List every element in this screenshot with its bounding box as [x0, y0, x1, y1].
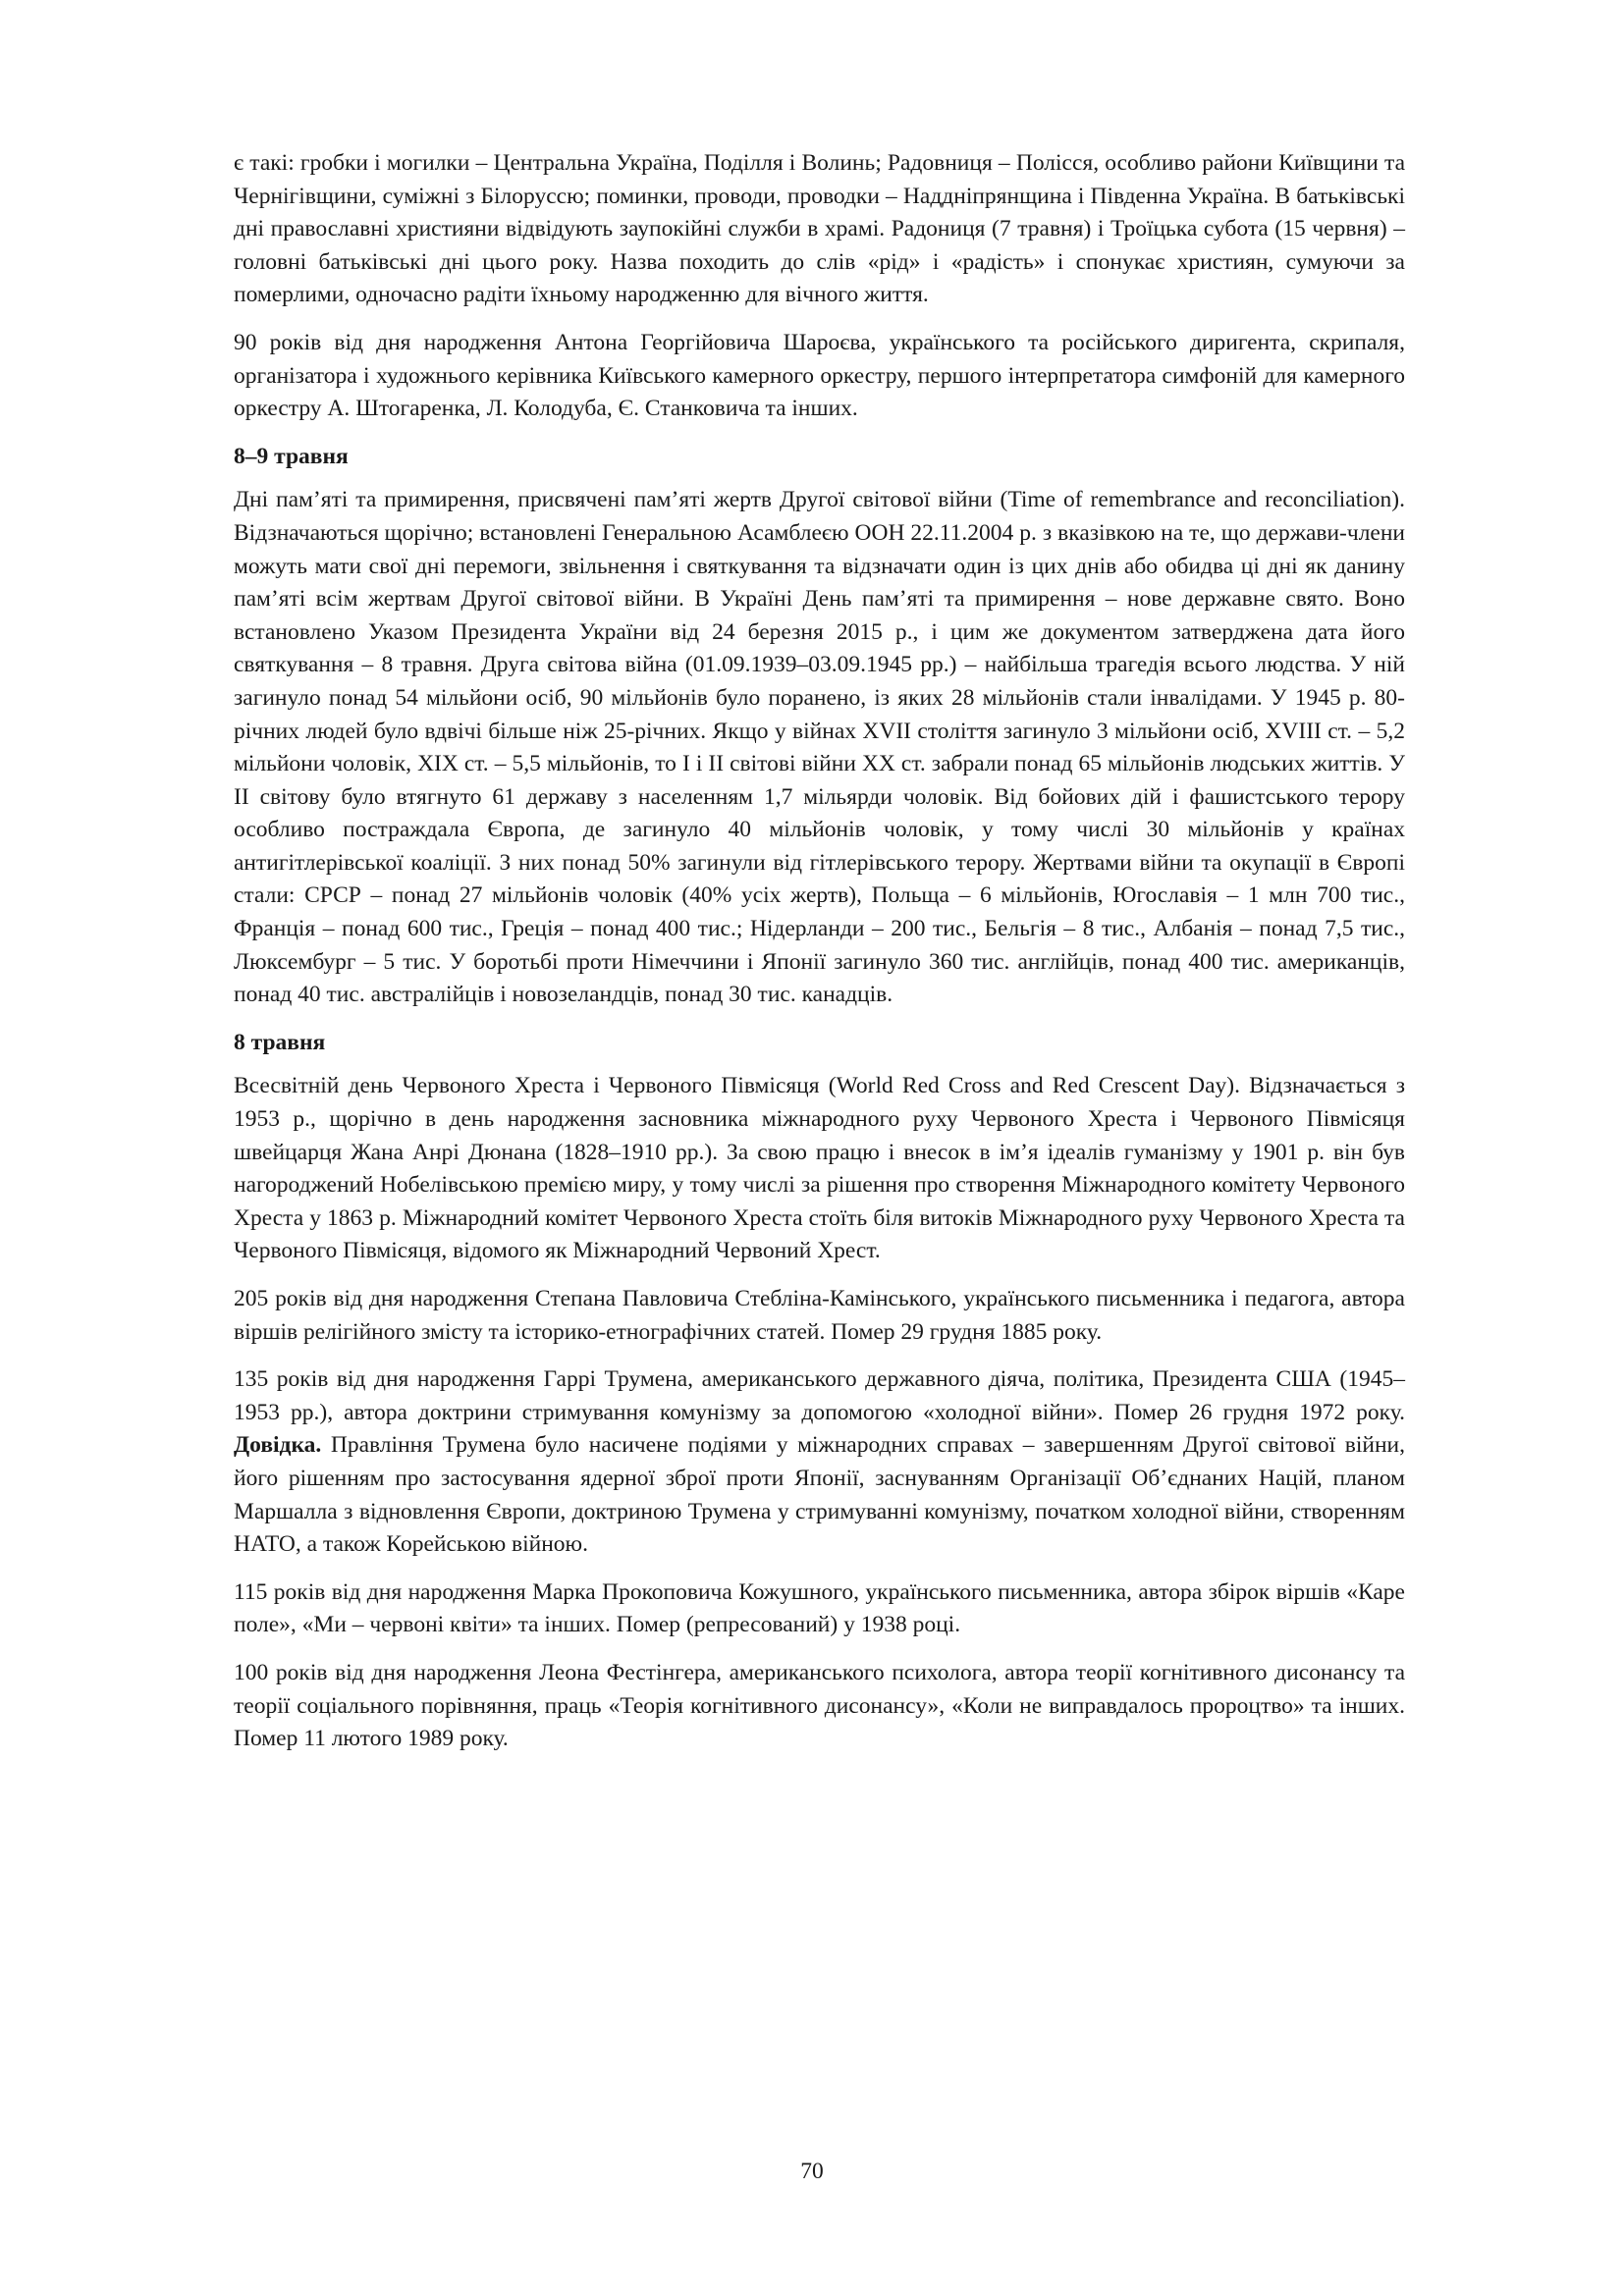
paragraph-festinger: 100 років від дня народження Леона Фестінгера, американського психолога, автора теорії когнітивного дисонансу та теорії соціального порівняння, праць «Теорія когнітивного дисонансу», «Коли не виправдалось пророцтво» та інших. Помер 11 лютого 1989 року. — [234, 1659, 1405, 1752]
paragraph-sharoiev: 90 років від дня народження Антона Георгійовича Шароєва, українського та російського диригента, скрипаля, організатора і художнього керівника Київського камерного оркестру, першого інтерпретатора симфоній для камерного оркестру А. Штогаренка, Л. Колодуба, Є. Станковича та інших. — [234, 329, 1405, 422]
paragraph-steblin-kaminsky: 205 років від дня народження Степана Павловича Стебліна-Камінського, українського письменника і педагога, автора віршів релігійного змісту та історико-етнографічних статей. Помер 29 грудня 1885 року. — [234, 1286, 1405, 1345]
date-heading-8-9-may: 8–9 травня — [234, 443, 349, 469]
paragraph-truman — [234, 1363, 1405, 1562]
document-page — [234, 147, 1405, 1771]
page-number: 70 — [800, 2159, 824, 2184]
date-heading-8-may: 8 травня — [234, 1029, 326, 1055]
truman-note-text: Правління Трумена було насичене подіями у міжнародних справах – завершенням Другої світової війни, його рішенням про застосування ядерної зброї проти Японії, заснуванням Організації Об’єднаних Націй, планом Маршалла з відновлення Європи, доктриною Трумена у стримуванні комунізму, початком холодної війни, створенням НАТО, а також Корейською війною. — [234, 1432, 1405, 1558]
paragraph-red-cross-day: Всесвітній день Червоного Хреста і Червоного Півмісяця (World Red Cross and Red Crescent Day). Відзначається з 1953 р., щорічно в день народження засновника міжнародного руху Червоного Хреста і Червоного Півмісяця швейцарця Жана Анрі Дюнана (1828–1910 рр.). За свою працю і внесок в ім’я ідеалів гуманізму у 1901 р. він був нагороджений Нобелівською премією миру, у тому числі за рішення про створення Міжнародного комітету Червоного Хреста у 1863 р. Міжнародний комітет Червоного Хреста стоїть біля витоків Міжнародного руху Червоного Хреста та Червоного Півмісяця, відомого як Міжнародний Червоний Хрест. — [234, 1073, 1405, 1264]
truman-note-label: Довідка. — [234, 1432, 322, 1459]
truman-main-text: 135 років від дня народження Гаррі Трумена, американського державного діяча, політика, Президента США (1945–1953 рр.), автора доктрини стримування комунізму за допомогою «холодної війни». Помер 26 грудня 1972 року. — [234, 1366, 1405, 1425]
paragraph-remembrance-reconciliation: Дні пам’яті та примирення, присвячені пам’яті жертв Другої світової війни (Time of remembrance and reconciliation). Відзначаються щорічно; встановлені Генеральною Асамблеєю ООН 22.11.2004 р. з вказівкою на те, що держави-члени можуть мати свої дні перемоги, звільнення і святкування та відзначати один із цих днів або обидва ці дні як данину пам’яті всім жертвам Другої світової війни. В Україні День пам’яті та примирення – нове державне свято. Воно встановлено Указом Президента України від 24 березня 2015 р., і цим же документом затверджена дата його святкування – 8 травня. Друга світова війна (01.09.1939–03.09.1945 рр.) – найбільша трагедія всього людства. У ній загинуло понад 54 мільйони осіб, 90 мільйонів було поранено, із яких 28 мільйонів стали інвалідами. У 1945 р. 80-річних людей було вдвічі більше ніж 25-річних. Якщо у війнах XVII століття загинуло 3 мільйони осіб, XVIII ст. – 5,2 мільйони чоловік, XIX ст. – 5,5 мільйонів, то I і II світові війни XX ст. забрали понад 65 мільйонів людських життів. У II світову було втягнуто 61 державу з населенням 1,7 мільярди чоловік. Від бойових дій і фашистського терору особливо постраждала Європа, де загинуло 40 мільйонів чоловік, у тому числі 30 мільйонів у країнах антигітлерівської коаліції. З них понад 50% загинули від гітлерівського терору. Жертвами війни та окупації в Європі стали: СРСР – понад 27 мільйонів чоловік (40% усіх жертв), Польща – 6 мільйонів, Югославія – 1 млн 700 тис., Франція – понад 600 тис., Греція – понад 400 тис.; Нідерланди – 200 тис., Бельгія – 8 тис., Албанія – понад 7,5 тис., Люксембург – 5 тис. У боротьбі проти Німеччини і Японії загинуло 360 тис. англійців, понад 400 тис. американців, понад 40 тис. австралійців і новозеландців, понад 30 тис. канадців. — [234, 487, 1405, 1008]
paragraph-memorial-days: є такі: гробки і могилки – Центральна Україна, Поділля і Волинь; Радовниця – Полісся, особливо райони Київщини та Чернігівщини, суміжні з Білоруссю; поминки, проводи, проводки – Наддніпрянщина і Південна Україна. В батьківські дні православні християни відвідують заупокійні служби в храмі. Радониця (7 травня) і Троїцька субота (15 червня) – головні батьківські дні цього року. Назва походить до слів «рід» і «радість» і спонукає християн, сумуючи за померлими, одночасно радіти їхньому народженню для вічного життя. — [234, 150, 1405, 308]
paragraph-kozhushny: 115 років від дня народження Марка Прокоповича Кожушного, українського письменника, автора збірок віршів «Каре поле», «Ми – червоні квіти» та інших. Помер (репресований) у 1938 році. — [234, 1578, 1405, 1638]
